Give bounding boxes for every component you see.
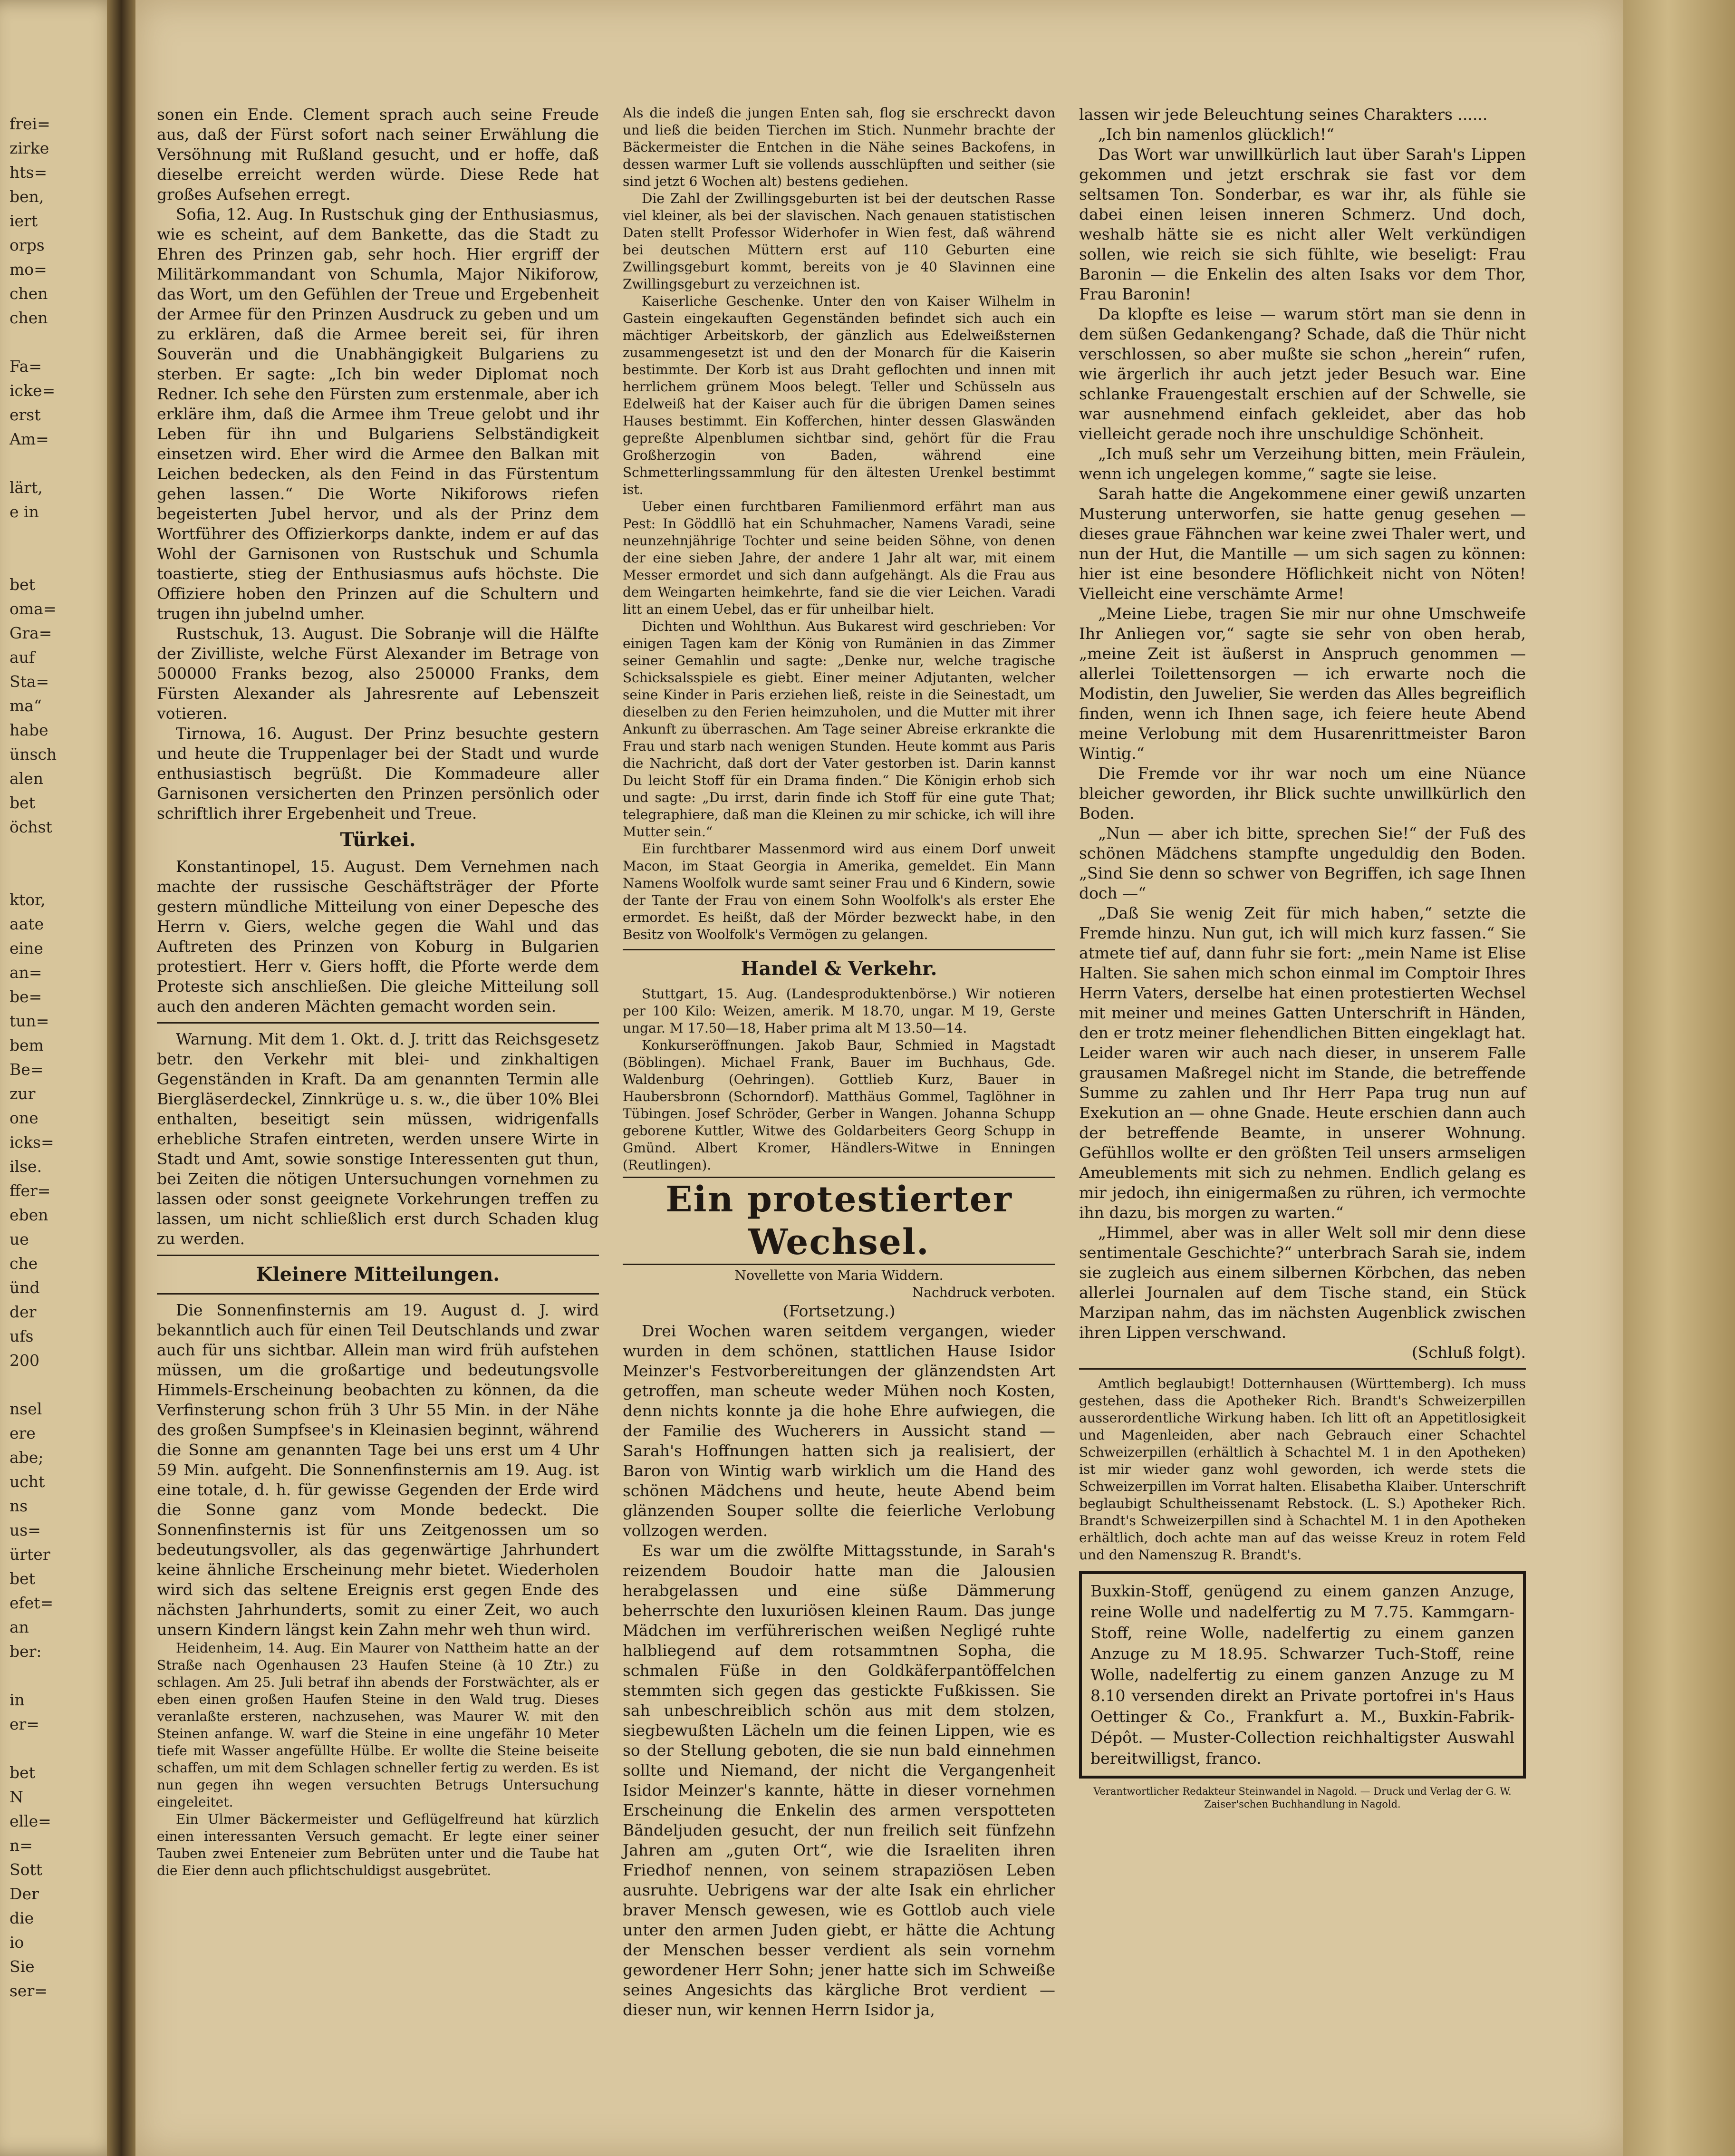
facing-page-fragment: Sott bbox=[10, 1860, 42, 1879]
novel-paragraph: Die Fremde vor ihr war noch um eine Nüance bleicher geworden, ihr Blick suchte unwillkürlich den Boden. bbox=[1079, 764, 1526, 822]
facing-page-fragment: icks= bbox=[10, 1133, 54, 1151]
col1-paragraph: Konstantinopel, 15. August. Dem Vernehmen nach machte der russische Geschäftsträger der Pforte gestern mündliche Mitteilung von einer Depesche des Herrn v. Giers, welche gegen die Wahl und das Auftreten des Prinzen von Koburg in Bulgarien protestiert. Herr v. Giers hofft, die Pforte werde dem Proteste sich anschließen. Die gleiche Mitteilung soll auch den anderen Mächten gemacht worden sein. bbox=[157, 857, 599, 1015]
novel-paragraph: Drei Wochen waren seitdem vergangen, wieder wurden in dem schönen, stattlichen Hause Isidor Meinzer's Festvorbereitungen der glänzendsten Art getroffen, man scheute weder Mühen noch Kosten, denn nichts konnte ja die hohe Ehre aufwiegen, die der Familie des Wucherers in Aussicht stand — Sarah's Hoffnungen hatten sich ja realisiert, der Baron von Wintig warb wirklich um die Hand des schönen Mädchens und heute, heute Abend beim glänzenden Souper sollte die feierliche Verlobung vollzogen werden. bbox=[623, 1322, 1055, 1540]
facing-page-fragment: bet bbox=[10, 575, 35, 594]
book-gutter bbox=[107, 0, 135, 2156]
facing-page-fragment: 200 bbox=[10, 1351, 39, 1370]
col1-paragraph: Tirnowa, 16. August. Der Prinz besuchte gestern und heute die Truppenlager bei der Stadt und wurde enthusiastisch begrüßt. Die Kommadeure aller Garnisonen versicherten den Prinzen persönlich oder schriftlich ihrer Ergebenheit und Treue. bbox=[157, 724, 599, 822]
col1-paragraph: Sofia, 12. Aug. In Rustschuk ging der Enthusiasmus, wie es scheint, auf dem Bankette, das die Stadt zu Ehren des Prinzen gab, sehr hoch. Hier ergriff der Militärkommandant von Schumla, Major Nikiforow, das Wort, um den Gefühlen der Treue und Ergebenheit der Armee für den Prinzen Ausdruck zu geben und um zu erklären, daß die Armee bereit sei, für ihren Souverän und die Unabhängigkeit Bulgariens zu sterben. Er sagte: „Ich bin weder Diplomat noch Redner. Ich sehe den Fürsten zum erstenmale, aber ich erkläre ihm, daß die Armee ihm Treue gelobt und ihr Leben für ihn und Bulgariens Selbständigkeit einsetzen wird. Eher wird die Armee den Balkan mit Leichen bedecken, als den Feind in das Fürstentum gehen lassen.“ Die Worte Nikiforows riefen begeisterten Jubel hervor, und als der Prinz dem Wortführer des Offizierkorps dankte, indem er auf das Wohl der Garnisonen von Rustschuk und Schumla toastierte, stieg der Enthusiasmus aufs höchste. Die Offiziere hoben den Prinzen auf die Schultern und trugen ihn jubelnd umher. bbox=[157, 205, 599, 623]
facing-page-fragment: one bbox=[10, 1109, 39, 1127]
col1-paragraph: Rustschuk, 13. August. Die Sobranje will die Hälfte der Zivilliste, welche Fürst Alexander im Betrage von 500000 Franks bezog, also 250000 Franks, dem Fürsten Alexander als Jahresrente auf Lebenszeit votieren. bbox=[157, 624, 599, 723]
col1-small-paragraph: Ein Ulmer Bäckermeister und Geflügelfreund hat kürzlich einen interessanten Versuch gemacht. Er legte einer seiner Tauben zwei Enteneier zum Bebrüten unter und die Taube hat die Eier denn auch pflichtschuldigst ausgebrütet. bbox=[157, 1811, 599, 1878]
facing-page-fragment: ma“ bbox=[10, 696, 42, 715]
novel-paragraph: Sarah hatte die Angekommene einer gewiß unzarten Musterung unterworfen, sie hatte genug gesehen — dieses graue Fähnchen war keine zwei Thaler wert, und nun der Hut, die Mantille — um sich sagen zu können: hier ist eine besondere Höflichkeit nicht von Nöten! Vielleicht eine verschämte Arme! bbox=[1079, 484, 1526, 603]
advertisement-fabric-text: Buxkin-Stoff, genügend zu einem ganzen Anzuge, reine Wolle und nadelfertig zu M 7.75. Kammgarn-Stoff, reine Wolle, nadelfertig zu einem ganzen Anzuge zu M 18.95. Schwarzer Tuch-Stoff, reine Wolle, nadelfertig zu einem ganzen Anzuge zu M 8.10 versenden direkt an Private portofrei in's Haus Oettinger & Co., Frankfurt a. M., Buxkin-Fabrik-Dépôt. — Muster-Collection reichhaltigster Auswahl bereitwilligst, franco. bbox=[1090, 1582, 1514, 1768]
advertisement-fabric bbox=[1079, 1571, 1526, 1779]
facing-page-fragment: ürter bbox=[10, 1545, 50, 1564]
divider bbox=[157, 1293, 599, 1295]
novel-paragraph: „Himmel, aber was in aller Welt soll mir denn diese sentimentale Geschichte?“ unterbrach Sarah sie, indem sie zugleich aus einem silbernen Körbchen, das neben allerlei Journalen auf dem Tische stand, ein Stück Marzipan nahm, das im nächsten Augenblick zwischen ihren Lippen verschwand. bbox=[1079, 1223, 1526, 1342]
facing-page-fragment: ktor, bbox=[10, 890, 46, 909]
col1-paragraph: sonen ein Ende. Clement sprach auch seine Freude aus, daß der Fürst sofort nach seiner Erwählung die Versöhnung mit Rußland gesucht, und er hoffe, daß dieselbe erreicht werden würde. Diese Rede hat großes Aufsehen erregt. bbox=[157, 105, 599, 203]
facing-page-fragment: ser= bbox=[10, 1982, 48, 2000]
facing-page-fragment: bet bbox=[10, 793, 35, 812]
section-heading-kleinere: Kleinere Mitteilungen. bbox=[256, 1263, 500, 1286]
facing-page-fragment: bet bbox=[10, 1569, 35, 1588]
facing-page-fragment: chen bbox=[10, 309, 48, 327]
facing-page-fragment: Be= bbox=[10, 1060, 44, 1079]
novel-paragraph: „Ich bin namenlos glücklich!“ bbox=[1098, 125, 1335, 144]
facing-page-fragment: lärt, bbox=[10, 478, 43, 497]
facing-page-fragment: tun= bbox=[10, 1012, 49, 1030]
facing-page-fragment: us= bbox=[10, 1521, 41, 1539]
facing-page-fragment: efet= bbox=[10, 1594, 54, 1612]
column-2 bbox=[623, 105, 1055, 2020]
facing-page-fragment: erst bbox=[10, 406, 41, 424]
novel-paragraph: Es war um die zwölfte Mittagsstunde, in Sarah's reizendem Boudoir hatte man die Jalousien herabgelassen und eine süße Dämmerung beherrschte den luxuriösen kleinen Raum. Das junge Mädchen im verführerischen weißen Negligé ruhte halbliegend auf dem rotsammtnen Sopha, die schmalen Füße in den Goldkäferpantöffelchen stemmten sich gegen das gestickte Fußkissen. Sie sah unbeschreiblich schön aus mit dem stolzen, siegbewußten Lächeln um die feinen Lippen, wie es so der Stellung geboten, die sie nun bald einnehmen sollte und Niemand, der nicht die Vergangenheit Isidor Meinzer's kannte, hätte in dieser vornehmen Erscheinung die Enkelin des armen verspotteten Bändeljuden gesucht, der nun freilich seit fünfzehn Jahren am „guten Ort“, wie die Israeliten ihren Friedhof nennen, von seinem strapaziösen Leben ausruhte. Uebrigens war der alte Isak ein ehrlicher braver Mensch gewesen, wie es Gottlob auch viele unter den armen Juden giebt, er hätte die Achtung der Menschen besser verdient als sein vornehm gewordener Herr Sohn; jener hatte sich im Schweiße seines Angesichts das kärgliche Brot verdient — dieser nun, wir kennen Herrn Isidor ja, bbox=[623, 1541, 1055, 2019]
facing-page-fragment: aate bbox=[10, 915, 44, 933]
col2-paragraph: Stuttgart, 15. Aug. (Landesproduktenbörse.) Wir notieren per 100 Kilo: Weizen, amerik. M 18.70, ungar. M 19, Gerste ungar. M 17.50—18, Haber prima alt M 13.50—14. bbox=[623, 986, 1055, 1036]
col2-paragraph: Konkurseröffnungen. Jakob Baur, Schmied in Magstadt (Böblingen). Michael Frank, Bauer im Buchhaus, Gde. Waldenburg (Oehringen). Gottlieb Kurz, Bauer in Haubersbronn (Schorndorf). Matthäus Gommel, Taglöhner in Tübingen. Josef Schröder, Gerber in Wangen. Johanna Schupp geborene Kuttler, Witwe des Goldarbeiters Georg Schupp in Gmünd. Albert Kromer, Händlers-Witwe in Enningen (Reutlingen). bbox=[623, 1037, 1055, 1173]
facing-page-fragment: bet bbox=[10, 1763, 35, 1782]
section-heading-tuerkei: Türkei. bbox=[340, 829, 416, 851]
facing-page-fragment: er= bbox=[10, 1715, 39, 1733]
facing-page-fragment: e in bbox=[10, 503, 39, 521]
continuation-note: (Fortsetzung.) bbox=[782, 1302, 896, 1320]
reprint-notice: Nachdruck verboten. bbox=[912, 1285, 1055, 1300]
facing-page-fragment: oma= bbox=[10, 599, 57, 618]
facing-page-fragment: bem bbox=[10, 1036, 44, 1054]
facing-page-fragment: Fa= bbox=[10, 357, 42, 376]
facing-page-fragment: an bbox=[10, 1618, 29, 1636]
to-be-continued: (Schluß folgt). bbox=[1412, 1343, 1526, 1362]
novel-author: Novellette von Maria Widdern. bbox=[734, 1267, 944, 1283]
facing-page-fragment: eine bbox=[10, 939, 43, 957]
facing-page-fragment: N bbox=[10, 1788, 23, 1806]
facing-page-fragment: eben bbox=[10, 1206, 48, 1224]
facing-page-fragment: che bbox=[10, 1254, 38, 1273]
facing-page-fragment: ere bbox=[10, 1424, 36, 1442]
facing-page-fragment: orps bbox=[10, 236, 45, 254]
page-stack-edge bbox=[1623, 0, 1735, 2156]
facing-page-fragment: ucht bbox=[10, 1472, 45, 1491]
facing-page-fragment: chen bbox=[10, 284, 48, 303]
facing-page-fragment: Sie bbox=[10, 1957, 35, 1976]
facing-page-fragment: alen bbox=[10, 769, 44, 788]
facing-page-fragment: ffer= bbox=[10, 1181, 51, 1200]
facing-page-fragment: ben, bbox=[10, 187, 44, 206]
facing-page-fragment: n= bbox=[10, 1836, 33, 1855]
novel-paragraph: „Nun — aber ich bitte, sprechen Sie!“ der Fuß des schönen Mädchens stampfte ungeduldig den Boden. „Sind Sie denn so schwer von Begriffen, ich sage Ihnen doch —“ bbox=[1079, 824, 1526, 902]
facing-page-fragment: zirke bbox=[10, 139, 49, 157]
col1-paragraph: Die Sonnenfinsternis am 19. August d. J. wird bekanntlich auch für einen Teil Deutschlands und zwar auch für uns sichtbar. Allein man wird früh aufstehen müssen, um die großartige und bedeutungsvolle Himmels-Erscheinung beobachten zu können, da die Verfinsterung schon früh 3 Uhr 55 Min. in der Nähe des großen Sumpfsee's in Kleinasien beginnt, während die Sonne am genannten Tage bei uns erst um 4 Uhr 59 Min. aufgeht. Die Sonnenfinsternis am 19. Aug. ist eine totale, d. h. für gewisse Gegenden der Erde wird die Sonne ganz vom Monde bedeckt. Die Sonnenfinsternis ist für uns Zeitgenossen um so bedeutungsvoller, als das gegenwärtige Jahrhundert keine ähnliche Erscheinung mehr bietet. Wiederholen wird sich das seltene Ereignis erst gegen Ende des nächsten Jahrhunderts, somit zu einer Zeit, wo auch unsern Kindern längst kein Zahn mehr weh thun wird. bbox=[157, 1301, 599, 1639]
facing-page-fragment: Am= bbox=[10, 430, 49, 448]
col2-paragraph: Ueber einen furchtbaren Familienmord erfährt man aus Pest: In Göddllö hat ein Schuhmacher, Namens Varadi, seine neunzehnjährige Tochter und seine beiden Söhne, von denen der eine sieben Jahre, der andere 1 Jahr alt war, mit einem Messer ermordet und sich dann aufgehängt. Als die Frau aus dem Weingarten heimkehrte, fand sie die vier Leichen. Varadi litt an einem Uebel, das er für unheilbar hielt. bbox=[623, 499, 1055, 617]
facing-page-fragment: öchst bbox=[10, 818, 52, 836]
facing-page-edge bbox=[0, 0, 121, 2156]
column-1 bbox=[157, 105, 599, 1879]
facing-page-fragment: Sta= bbox=[10, 672, 49, 691]
facing-page-fragment: zur bbox=[10, 1084, 36, 1103]
col1-small-paragraph: Heidenheim, 14. Aug. Ein Maurer von Nattheim hatte an der Straße nach Ogenhausen 23 Haufen Steine (à 10 Ztr.) zu schlagen. Am 25. Juli betraf ihn abends der Forstwächter, als er eben einen großen Haufen Steine in den Wald trug. Dieses veranlaßte ersteren, nachzusehen, was Maurer W. mit den Steinen anfange. W. warf die Steine in eine ungefähr 10 Meter tiefe mit Wasser angefüllte Hülbe. Er wollte die Steine beiseite schaffen, um mit dem Schlagen schneller fertig zu werden. Es ist nun gegen ihn wegen versuchten Betrugs Untersuchung eingeleitet. bbox=[157, 1640, 599, 1810]
facing-page-fragment: ünd bbox=[10, 1278, 40, 1297]
facing-page-fragment: ünsch bbox=[10, 745, 57, 764]
facing-page-fragment: frei= bbox=[10, 115, 50, 133]
divider bbox=[1079, 1368, 1526, 1370]
facing-page-fragment: Der bbox=[10, 1885, 39, 1903]
novel-paragraph: Da klopfte es leise — warum stört man sie denn in dem süßen Gedankengang? Schade, daß die Thür nicht verschlossen, so aber mußte sie schon „herein“ rufen, wie ärgerlich ihr auch jetzt jeder Besuch war. Eine schlanke Frauengestalt erschien auf der Schwelle, sie war ausnehmend einfach gekleidet, aber das hob vielleicht gerade noch ihre unschuldige Schönheit. bbox=[1079, 305, 1526, 443]
advertisement-pills: Amtlich beglaubigt! Dotternhausen (Württemberg). Ich muss gestehen, dass die Apotheker Rich. Brandt's Schweizerpillen ausserordentliche Wirkung haben. Ich litt oft an Appetitlosigkeit und Magenleiden, aber nach Gebrauch einer Schachtel Schweizerpillen (erhältlich à Schachtel M. 1 in den Apotheken) ist mir wieder ganz wohl geworden, ich werde stets die Schweizerpillen im Vorrat halten. Elisabetha Klaiber. Unterschrift beglaubigt Schultheissenamt Rebstock. (L. S.) Apotheker Rich. Brandt's Schweizerpillen sind à Schachtel M. 1 in den Apotheken erhältlich, doch achte man auf das weisse Kreuz in rotem Feld und den Namenszug R. Brandt's. bbox=[1079, 1376, 1526, 1563]
facing-page-fragment: der bbox=[10, 1303, 37, 1321]
novel-paragraph: Das Wort war unwillkürlich laut über Sarah's Lippen gekommen und jetzt erschrak sie fast vor dem seltsamen Ton. Sonderbar, es war ihr, als fühle sie dabei einen leisen inneren Schmerz. Und doch, weshalb hätte sie es nicht aller Welt verkündigen sollen, wie reich sie sich fühlte, wie beseligt: Frau Baronin — die Enkelin des alten Isaks vor dem Thor, Frau Baronin! bbox=[1079, 145, 1526, 303]
divider bbox=[623, 949, 1055, 950]
novel-paragraph: „Meine Liebe, tragen Sie mir nur ohne Umschweife Ihr Anliegen vor,“ sagte sie sehr von oben herab, „meine Zeit ist äußerst in Anspruch genommen — allerlei Toilettensorgen — ich erwarte noch die Modistin, den Juwelier, Sie werden das Alles begreiflich finden, wenn ich Ihnen sage, ich feiere heute Abend meine Verlobung mit dem Husarenrittmeister Baron Wintig.“ bbox=[1079, 604, 1526, 763]
facing-page-fragment: ue bbox=[10, 1230, 29, 1248]
facing-page-fragment: elle= bbox=[10, 1812, 51, 1830]
facing-page-fragment: abe; bbox=[10, 1448, 44, 1467]
facing-page-fragment: auf bbox=[10, 648, 35, 667]
col2-paragraph: Ein furchtbarer Massenmord wird aus einem Dorf unweit Macon, im Staat Georgia in Amerika, gemeldet. Ein Mann Namens Woolfolk wurde samt seiner Frau und 6 Kindern, sowie der Tante der Frau von einem Sohn Woolfolk's als erster Ehe ermordet. Es heißt, daß der Mörder bezweckt habe, in den Besitz von Woolfolk's Vermögen zu gelangen. bbox=[623, 841, 1055, 942]
facing-page-fragment: in bbox=[10, 1691, 25, 1709]
divider bbox=[157, 1255, 599, 1256]
facing-page-fragment: hts= bbox=[10, 163, 48, 182]
facing-page-fragment: Gra= bbox=[10, 624, 52, 642]
col2-paragraph: Die Zahl der Zwillingsgeburten ist bei der deutschen Rasse viel kleiner, als bei der slavischen. Nach genauen statistischen Daten stellt Professor Widerhofer in Wien fest, daß während bei deutschen Müttern erst auf 110 Geburten eine Zwillingsgeburt kommt, bereits von je 40 Slavinnen eine Zwillingsgeburt zu verzeichnen ist. bbox=[623, 191, 1055, 292]
novel-paragraph: „Daß Sie wenig Zeit für mich haben,“ setzte die Fremde hinzu. Nun gut, ich will mich kurz fassen.“ Sie atmete tief auf, dann fuhr sie fort: „mein Name ist Elise Halten. Sie sahen mich schon einmal im Comptoir Ihres Herrn Vaters, derselbe hat einen protestierten Wechsel mit meiner und meines Gatten Unterschrift in Händen, den er trotz meiner flehendlichen Bitten eingeklagt hat. Leider waren wir auch nach dieser, in unserem Falle grausamen Maßregel nicht im Stande, die betreffende Summe zu zahlen und Ihr Herr Papa trug nun auf Exekution an — ohne Gnade. Heute erschien dann auch der betreffende Beamte, in unserer Wohnung. Gefühllos wollte er den größten Teil unsers armseligen Ameublements mit sich zu nehmen. Endlich gelang es mir jedoch, ihn einigermaßen zu rühren, ich vermochte ihn dazu, bis morgen zu warten.“ bbox=[1079, 904, 1526, 1222]
facing-page-fragment: ilse. bbox=[10, 1157, 42, 1176]
column-3 bbox=[1079, 105, 1526, 1811]
facing-page-fragment: ber: bbox=[10, 1642, 42, 1661]
facing-page-fragment: iert bbox=[10, 212, 38, 230]
divider bbox=[157, 1022, 599, 1024]
facing-page-fragment: habe bbox=[10, 721, 48, 739]
facing-page-fragment: nsel bbox=[10, 1400, 42, 1418]
facing-page-fragment: an= bbox=[10, 963, 42, 982]
novel-paragraph: „Ich muß sehr um Verzeihung bitten, mein Fräulein, wenn ich ungelegen komme,“ sagte sie leise. bbox=[1079, 445, 1526, 483]
col2-paragraph: Kaiserliche Geschenke. Unter den von Kaiser Wilhelm in Gastein eingekauften Gegenständen befindet sich auch ein mächtiger Arbeitskorb, der gänzlich aus Edelweißsternen zusammengesetzt ist und den der Monarch für die Kaiserin bestimmte. Der Korb ist aus Draht geflochten und innen mit herrlichem grünem Moos belegt. Teller und Schüsseln aus Edelweiß hat der Kaiser auch für die übrigen Damen seines Hauses bestimmt. Ein Kofferchen, hinter dessen Glaswänden gepreßte Alpenblumen sichtbar sind, gehört für die Frau Großherzogin von Baden, während eine Schmetterlingssammlung für den ältesten Urenkel bestimmt ist. bbox=[623, 293, 1055, 497]
facing-page-fragment: mo= bbox=[10, 260, 47, 279]
facing-page-fragment: die bbox=[10, 1909, 34, 1927]
facing-page-fragment: be= bbox=[10, 987, 42, 1006]
novel-paragraph: lassen wir jede Beleuchtung seines Charakters ...... bbox=[1079, 105, 1488, 124]
facing-page-fragment: icke= bbox=[10, 381, 56, 400]
novel-title: Ein protestierter Wechsel. bbox=[623, 1177, 1055, 1265]
col2-paragraph: Als die indeß die jungen Enten sah, flog sie erschreckt davon und ließ die beiden Tierchen im Stich. Nunmehr brachte der Bäckermeister die Entchen in die Nähe seines Backofens, in dessen warmer Luft sie vollends ausschlüpften und seither (sie sind jetzt 6 Wochen alt) bestens gediehen. bbox=[623, 105, 1055, 189]
section-heading-handel: Handel & Verkehr. bbox=[741, 957, 937, 980]
facing-page-fragment: ufs bbox=[10, 1327, 34, 1345]
facing-page-fragment: io bbox=[10, 1933, 24, 1952]
imprint-footer: Verantwortlicher Redakteur Steinwandel in Nagold. — Druck und Verlag der G. W. Zaiser'schen Buchhandlung in Nagold. bbox=[1093, 1786, 1512, 1810]
col1-paragraph: Warnung. Mit dem 1. Okt. d. J. tritt das Reichsgesetz betr. den Verkehr mit blei- und zinkhaltigen Gegenständen in Kraft. Da am genannten Termin alle Biergläserdeckel, Zinnkrüge u. s. w., die über 10% Blei enthalten, beseitigt sein müssen, widrigenfalls erhebliche Strafen eintreten, werden unsere Wirte in Stadt und Amt, sowie sonstige Interessenten gut thun, bei Zeiten die nötigen Untersuchungen vornehmen zu lassen oder sonst geeignete Vorkehrungen treffen zu lassen, um nicht schließlich erst durch Schaden klug zu werden. bbox=[157, 1030, 599, 1248]
facing-page-fragment: ns bbox=[10, 1497, 28, 1515]
col2-paragraph: Dichten und Wohlthun. Aus Bukarest wird geschrieben: Vor einigen Tagen kam der König von Rumänien in das Zimmer seiner Gemahlin und sagte: „Denke nur, welche tragische Schicksalsspiele es giebt. Einer meiner Adjutanten, welcher seine Kinder in Paris erziehen ließ, reiste in die Seinestadt, um dieselben zu den Ferien heimzuholen, und die Mutter mit ihrer Ankunft zu überraschen. Am Tage seiner Abreise erkrankte die Frau und starb nach wenigen Stunden. Heute kommt aus Paris die Nachricht, daß dort der Vater gestorben ist. Darin kannst Du leicht Stoff für ein Drama finden.“ Die Königin erhob sich und sagte: „Du irrst, darin finde ich Stoff für eine gute That; telegraphiere, daß man die Kleinen zu mir schicke, ich will ihre Mutter sein.“ bbox=[623, 619, 1055, 840]
